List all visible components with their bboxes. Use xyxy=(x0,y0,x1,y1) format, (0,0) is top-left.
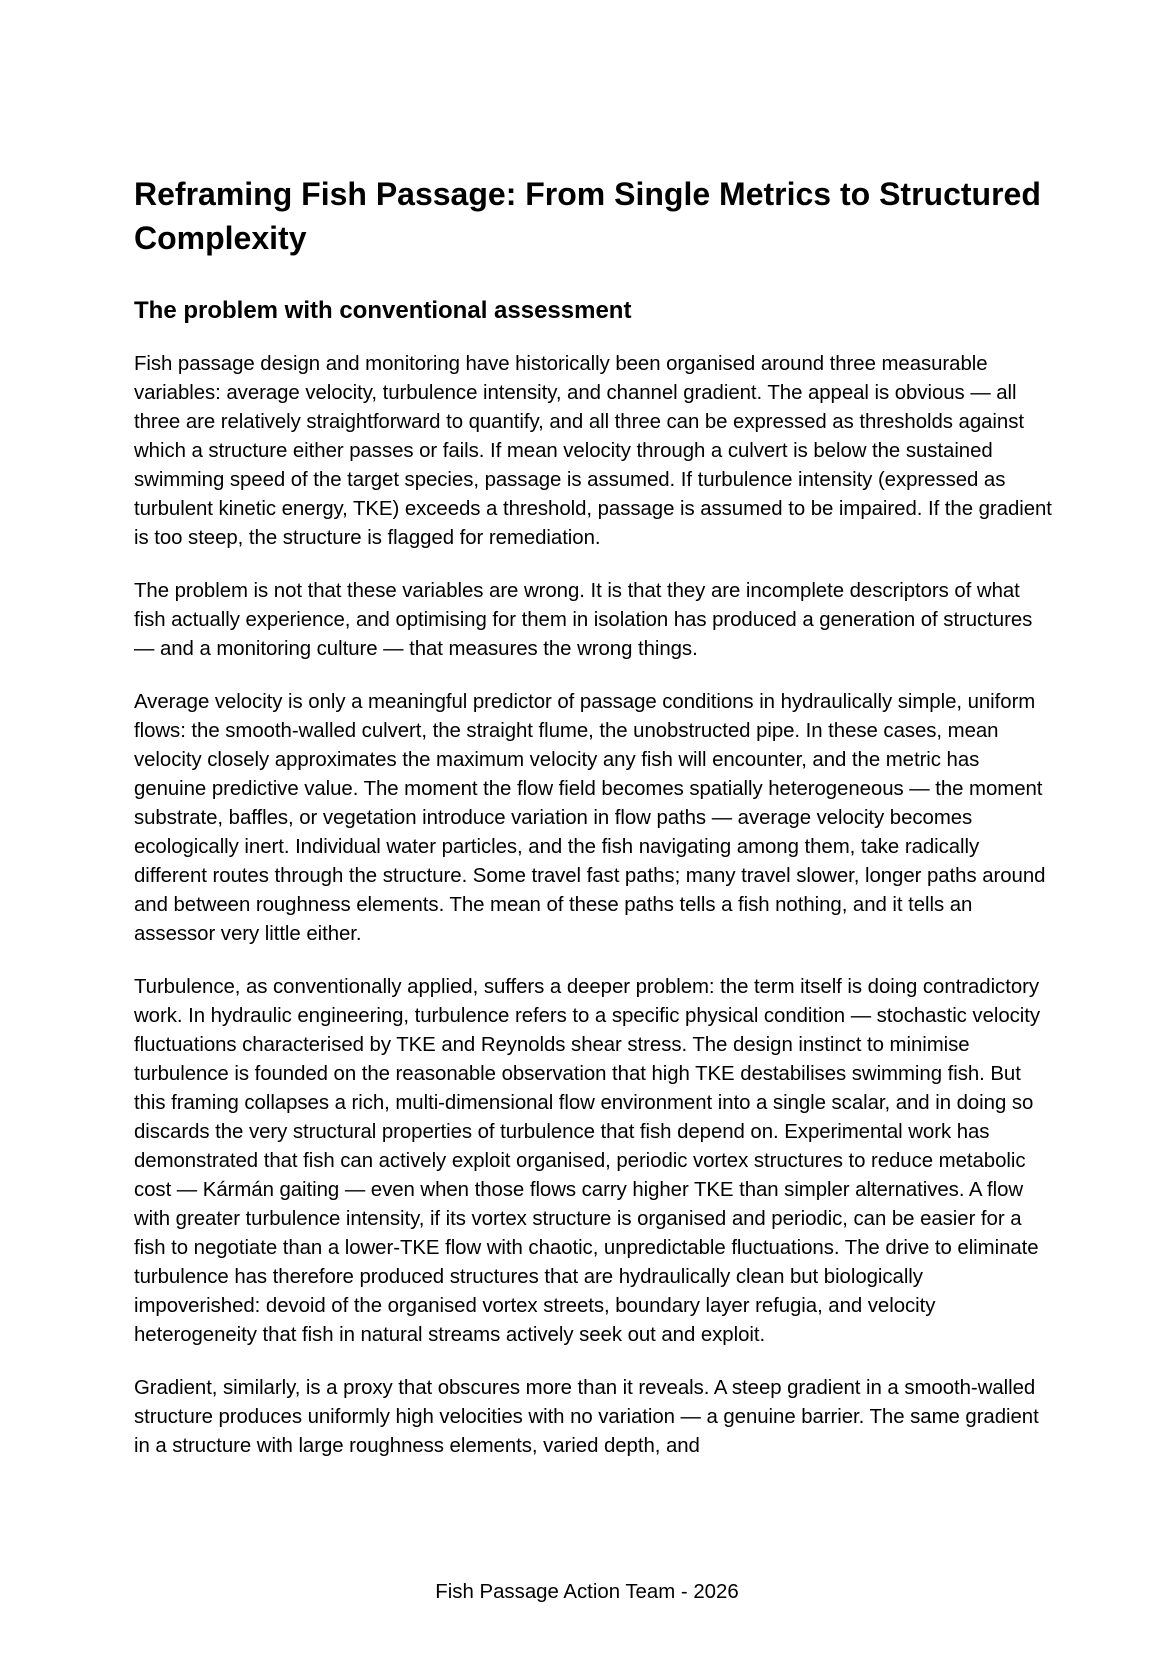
page-footer: Fish Passage Action Team - 2026 xyxy=(435,1581,739,1603)
paragraph-average-velocity: Average velocity is only a meaningful predictor of passage conditions in hydraulically simple, uniform flows: the smooth-walled culvert, the straight flume, the unobstructed pipe. In these cases, mean velocity closely approximates the maximum velocity any fish will encounter, and the metric has genuine predictive value. The moment the flow field becomes spatially heterogeneous — the moment substrate, baffles, or vegetation introduce variation in flow paths — average velocity becomes ecologically inert. Individual water particles, and the fish navigating among them, take radically different routes through the structure. Some travel fast paths; many travel slower, longer paths around and between roughness elements. The mean of these paths tells a fish nothing, and it tells an assessor very little either. xyxy=(134,691,1046,945)
document-page xyxy=(134,172,1054,1461)
paragraph-gradient: Gradient, similarly, is a proxy that obscures more than it reveals. A steep gradient in a smooth-walled structure produces uniformly high velocities with no variation — a genuine barrier. The same gradient in a structure with large roughness elements, varied depth, and xyxy=(134,1377,1039,1457)
paragraph-incomplete-descriptors: The problem is not that these variables are wrong. It is that they are incomplete descriptors of what fish actually experience, and optimising for them in isolation has produced a generation of structures — and a monitoring culture — that measures the wrong things. xyxy=(134,580,1033,660)
paragraph-conventional-variables: Fish passage design and monitoring have historically been organised around three measurable variables: average velocity, turbulence intensity, and channel gradient. The appeal is obvious — all three are relatively straightforward to quantify, and all three can be expressed as thresholds against which a structure either passes or fails. If mean velocity through a culvert is below the sustained swimming speed of the target species, passage is assumed. If turbulence intensity (expressed as turbulent kinetic energy, TKE) exceeds a threshold, passage is assumed to be impaired. If the gradient is too steep, the structure is flagged for remediation. xyxy=(134,353,1052,549)
paragraph-turbulence: Turbulence, as conventionally applied, suffers a deeper problem: the term itself is doing contradictory work. In hydraulic engineering, turbulence refers to a specific physical condition — stochastic velocity fluctuations characterised by TKE and Reynolds shear stress. The design instinct to minimise turbulence is founded on the reasonable observation that high TKE destabilises swimming fish. But this framing collapses a rich, multi-dimensional flow environment into a single scalar, and in doing so discards the very structural properties of turbulence that fish depend on. Experimental work has demonstrated that fish can actively exploit organised, periodic vortex structures to reduce metabolic cost — Kármán gaiting — even when those flows carry higher TKE than simpler alternatives. A flow with greater turbulence intensity, if its vortex structure is organised and periodic, can be easier for a fish to negotiate than a lower-TKE flow with chaotic, unpredictable fluctuations. The drive to eliminate turbulence has therefore produced structures that are hydraulically clean but biologically impoverished: devoid of the organised vortex streets, boundary layer refugia, and velocity heterogeneity that fish in natural streams actively seek out and exploit. xyxy=(134,976,1041,1346)
document-title: Reframing Fish Passage: From Single Metrics to Structured Complexity xyxy=(134,176,1041,256)
section-heading: The problem with conventional assessment xyxy=(134,297,632,324)
